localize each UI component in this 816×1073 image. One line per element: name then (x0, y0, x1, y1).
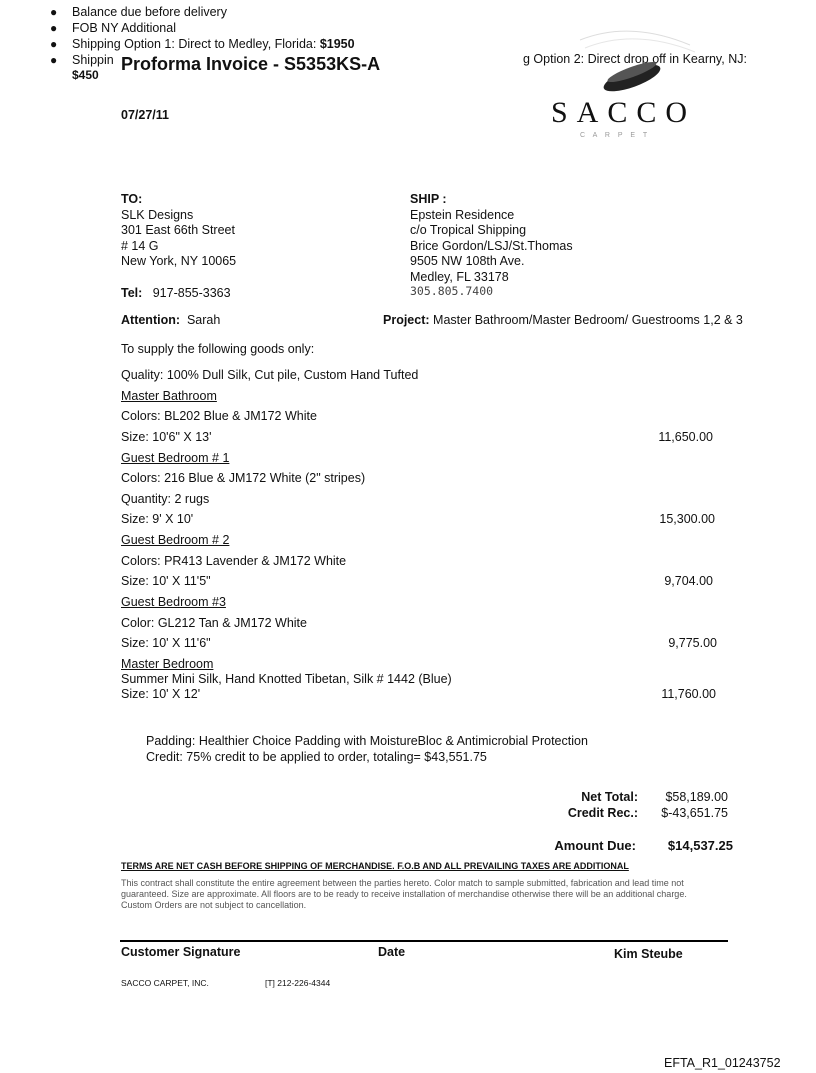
net-total-label: Net Total: (581, 790, 638, 804)
attention-label: Attention: (121, 313, 181, 327)
footer-company: SACCO CARPET, INC. (121, 978, 209, 988)
bullet-text: Balance due before delivery (72, 5, 227, 19)
master-bathroom-size: Size: 10'6" X 13' (121, 430, 212, 444)
bullet-item: ● Balance due before delivery (50, 5, 227, 19)
tel-value: 917-855-3363 (152, 286, 231, 300)
to-line: 301 East 66th Street (121, 223, 235, 237)
ship-line: Brice Gordon/LSJ/St.Thomas (410, 238, 573, 253)
terms-heading: TERMS ARE NET CASH BEFORE SHIPPING OF MERCHANDISE. F.O.B AND ALL PREVAILING TAXES ARE ADDITIONAL (121, 861, 629, 871)
guest-bedroom-3-colors: Color: GL212 Tan & JM172 White (121, 616, 307, 630)
amount-due-value: $14,537.25 (667, 838, 733, 853)
ship-phone: 305.805.7400 (410, 284, 494, 298)
guest-bedroom-1-heading: Guest Bedroom # 1 (121, 451, 230, 465)
padding-note: Padding: Healthier Choice Padding with MoistureBloc & Antimicrobial Protection (146, 734, 588, 748)
credit-note: Credit: 75% credit to be applied to order, totaling= $43,551.75 (146, 750, 487, 764)
ship-line: c/o Tropical Shipping (410, 223, 527, 237)
project-label: Project: (383, 313, 430, 327)
shipping-option-2-text: g Option 2: Direct drop off in Kearny, NJ: (523, 52, 747, 66)
to-address-block (121, 192, 236, 270)
swirl-logo-icon (540, 20, 720, 100)
customer-signature-label: Customer Signature (121, 945, 241, 959)
bullet-item: ● FOB NY Additional (50, 21, 176, 35)
bullet-overflow-amount: $450 (72, 68, 99, 82)
signature-line (120, 940, 728, 942)
master-bedroom-size: Size: 10' X 12' (121, 687, 201, 701)
bullet-text: FOB NY Additional (72, 21, 176, 35)
project-value: Master Bathroom/Master Bedroom/ Guestrooms 1,2 & 3 (433, 313, 743, 327)
ship-line: Epstein Residence (410, 207, 515, 222)
terms-body: This contract shall constitute the entire agreement between the parties hereto. Color match to sample submitted, fabrication and lead time not guaranteed. Size are approximate. All floors are to be ready to receive installation of merchandise otherwise there will be an additional charge. Custom Orders are not subject to cancellation. (121, 878, 687, 910)
guest-bedroom-1-colors: Colors: 216 Blue & JM172 White (2" stripes) (121, 471, 366, 485)
guest-bedroom-2-amount: 9,704.00 (664, 574, 713, 588)
master-bedroom-amount: 11,760.00 (661, 687, 716, 701)
to-heading: TO: (121, 192, 143, 206)
to-line: SLK Designs (121, 207, 194, 222)
guest-bedroom-3-heading: Guest Bedroom #3 (121, 595, 226, 609)
tel-label: Tel: (121, 286, 143, 300)
date-label: Date (378, 945, 406, 959)
master-bathroom-amount: 11,650.00 (658, 430, 713, 444)
to-line: New York, NY 10065 (121, 254, 237, 268)
bullet-text: Shippin (72, 53, 114, 67)
credit-received-value: $-43,651.75 (661, 806, 728, 820)
sacco-logo (540, 20, 720, 150)
ship-address-block (410, 192, 573, 298)
amount-due-label: Amount Due: (554, 838, 636, 853)
logo-wordmark: SACCO (551, 96, 697, 129)
to-line: # 14 G (121, 238, 159, 253)
guest-bedroom-1-amount: 15,300.00 (659, 512, 715, 526)
master-bedroom-heading: Master Bedroom (121, 657, 214, 671)
master-bedroom-description: Summer Mini Silk, Hand Knotted Tibetan, Silk # 1442 (Blue) (121, 672, 452, 686)
guest-bedroom-3-size: Size: 10' X 11'6" (121, 636, 211, 650)
bullet-bold-amount: $1950 (319, 37, 355, 51)
ship-line: 9505 NW 108th Ave. (410, 254, 525, 268)
document-id: EFTA_R1_01243752 (664, 1056, 781, 1070)
footer-phone: [T] 212-226-4344 (265, 978, 331, 988)
ship-heading: SHIP : (410, 192, 447, 206)
logo-subtitle: C A R P E T (580, 132, 651, 139)
page-title: Proforma Invoice - S5353KS-A (121, 54, 381, 74)
attention-line (121, 313, 220, 327)
guest-bedroom-2-heading: Guest Bedroom # 2 (121, 533, 230, 547)
ship-line: Medley, FL 33178 (410, 269, 509, 284)
credit-received-label: Credit Rec.: (567, 806, 638, 820)
net-total-value: $58,189.00 (665, 790, 728, 804)
sales-rep-name: Kim Steube (614, 947, 683, 961)
bullet-item: ● Shippin (50, 53, 114, 67)
guest-bedroom-1-size: Size: 9' X 10' (121, 512, 194, 526)
tel-line (121, 286, 231, 300)
invoice-date: 07/27/11 (121, 108, 169, 122)
guest-bedroom-3-amount: 9,775.00 (668, 636, 717, 650)
guest-bedroom-2-size: Size: 10' X 11'5" (121, 574, 211, 588)
master-bathroom-colors: Colors: BL202 Blue & JM172 White (121, 409, 317, 423)
project-line (383, 313, 743, 327)
supply-text: To supply the following goods only: (121, 342, 315, 356)
guest-bedroom-1-quantity: Quantity: 2 rugs (121, 492, 210, 506)
guest-bedroom-2-colors: Colors: PR413 Lavender & JM172 White (121, 554, 347, 568)
bullet-text: Shipping Option 1: Direct to Medley, Florida: (72, 37, 320, 51)
attention-value: Sarah (186, 313, 221, 327)
master-bathroom-heading: Master Bathroom (121, 389, 217, 403)
bullet-item: ● Shipping Option 1: Direct to Medley, Florida: $1950 (50, 37, 355, 51)
quality-line: Quality: 100% Dull Silk, Cut pile, Custom Hand Tufted (121, 368, 419, 382)
